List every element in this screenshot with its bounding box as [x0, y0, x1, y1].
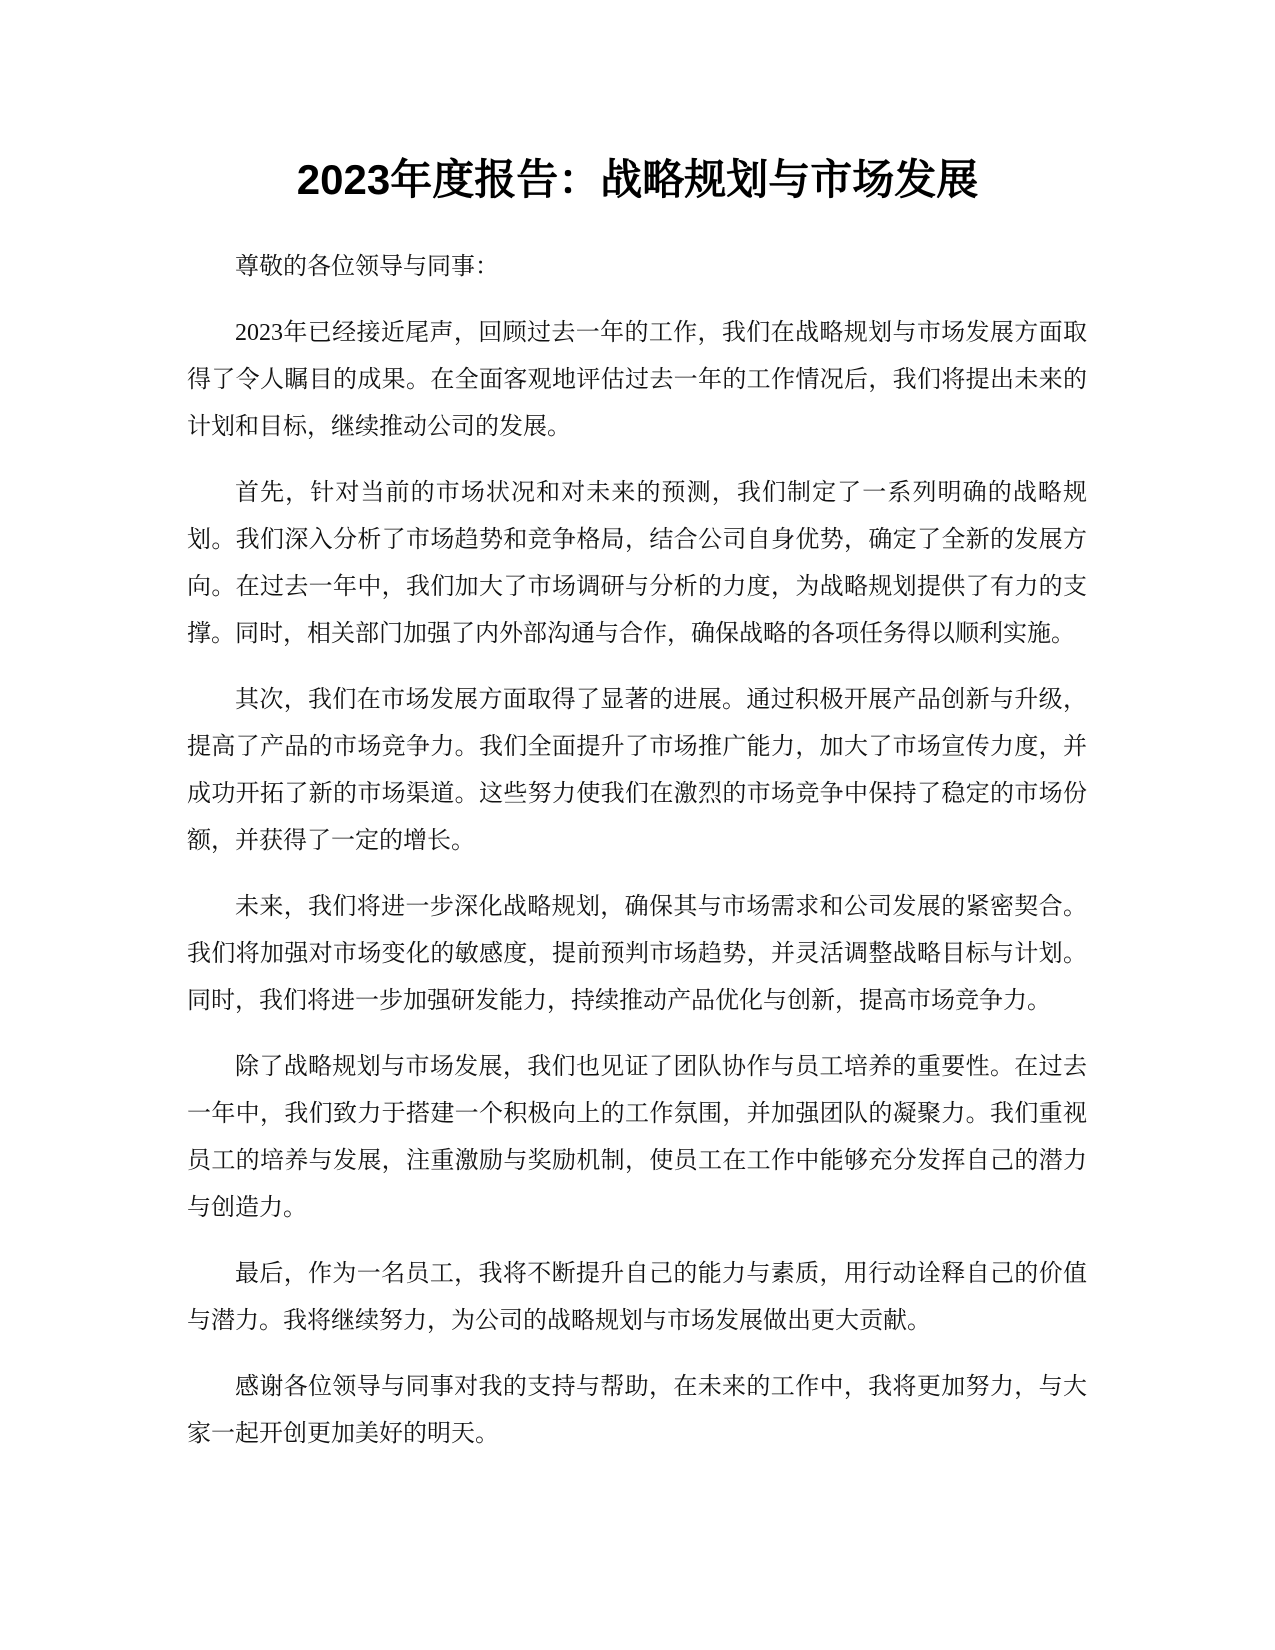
paragraph-review: 2023年已经接近尾声，回顾过去一年的工作，我们在战略规划与市场发展方面取得了令人瞩目的成果。在全面客观地评估过去一年的工作情况后，我们将提出未来的计划和目标，继续推动公司的发展。 [187, 320, 1087, 440]
paragraph-team: 除了战略规划与市场发展，我们也见证了团队协作与员工培养的重要性。在过去一年中，我们致力于搭建一个积极向上的工作氛围，并加强团队的凝聚力。我们重视员工的培养与发展，注重激励与奖励机制，使员工在工作中能够充分发挥自己的潜力与创造力。 [187, 1054, 1087, 1221]
paragraph-personal-commitment: 最后，作为一名员工，我将不断提升自己的能力与素质，用行动诠释自己的价值与潜力。我将继续努力，为公司的战略规划与市场发展做出更大贡献。 [187, 1261, 1087, 1334]
paragraph-future-plans: 未来，我们将进一步深化战略规划，确保其与市场需求和公司发展的紧密契合。我们将加强对市场变化的敏感度，提前预判市场趋势，并灵活调整战略目标与计划。同时，我们将进一步加强研发能力，持续推动产品优化与创新，提高市场竞争力。 [187, 894, 1087, 1014]
salutation: 尊敬的各位领导与同事： [235, 254, 499, 280]
paragraph-market-progress: 其次，我们在市场发展方面取得了显著的进展。通过积极开展产品创新与升级，提高了产品的市场竞争力。我们全面提升了市场推广能力，加大了市场宣传力度，并成功开拓了新的市场渠道。这些努力使我们在激烈的市场竞争中保持了稳定的市场份额，并获得了一定的增长。 [187, 687, 1087, 854]
document-title: 2023年度报告：战略规划与市场发展 [296, 156, 979, 203]
paragraph-thanks: 感谢各位领导与同事对我的支持与帮助，在未来的工作中，我将更加努力，与大家一起开创更加美好的明天。 [187, 1374, 1087, 1447]
document-body [187, 244, 1087, 1477]
paragraph-strategy: 首先，针对当前的市场状况和对未来的预测，我们制定了一系列明确的战略规划。我们深入分析了市场趋势和竞争格局，结合公司自身优势，确定了全新的发展方向。在过去一年中，我们加大了市场调研与分析的力度，为战略规划提供了有力的支撑。同时，相关部门加强了内外部沟通与合作，确保战略的各项任务得以顺利实施。 [187, 480, 1087, 647]
